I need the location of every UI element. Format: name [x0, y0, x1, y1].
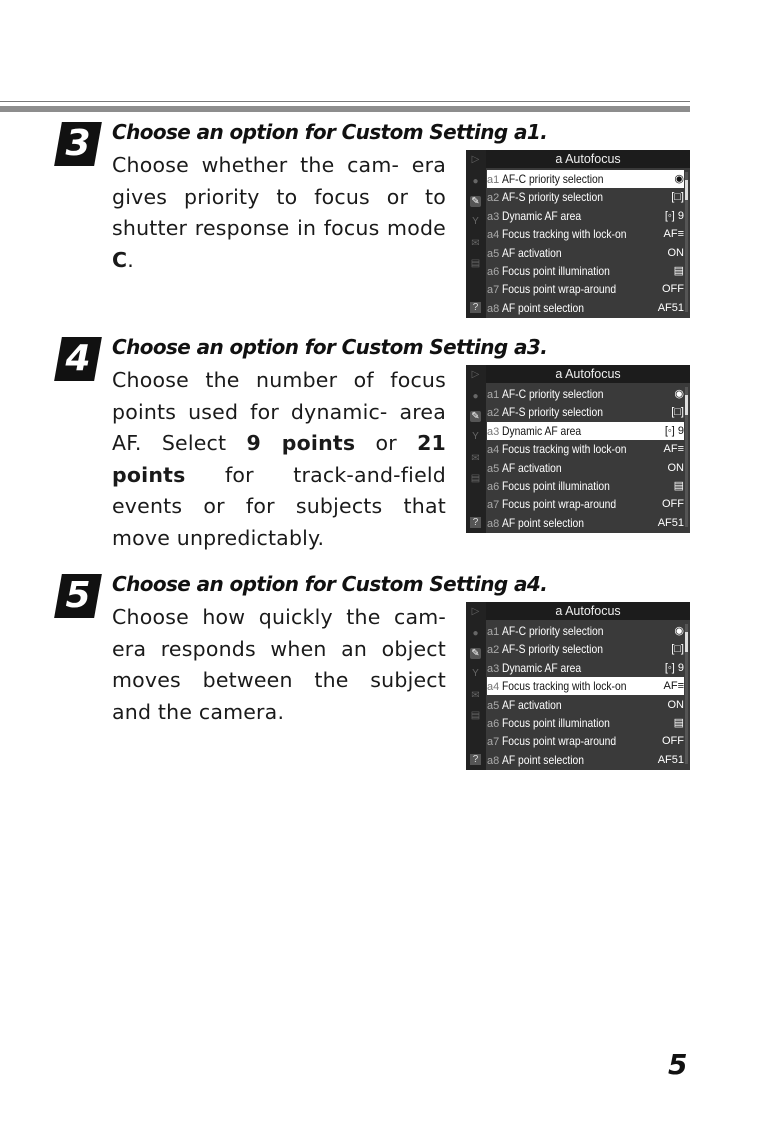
menu-item-a5	[487, 244, 684, 262]
menu-item-a1	[487, 385, 684, 403]
menu-item-label: Focus tracking with lock-on	[502, 679, 627, 694]
menu-tab-icons	[466, 602, 486, 770]
step-title: Choose an option for Custom Setting a1.	[112, 120, 548, 144]
menu-item-label: AF activation	[502, 460, 562, 475]
menu-item-code: a5	[487, 699, 500, 712]
menu-item-label: Dynamic AF area	[502, 423, 582, 438]
menu-item-code: a6	[487, 481, 500, 493]
custom-settings-icon: ✎	[471, 196, 480, 207]
menu-scroll-thumb	[685, 180, 688, 200]
menu-item-a2	[487, 188, 684, 206]
step-number: 4	[65, 338, 91, 379]
menu-item-label: Focus point illumination	[502, 716, 611, 730]
menu-item-value: ON	[667, 698, 684, 711]
step-number: 5	[65, 575, 91, 616]
menu-item-label: Focus tracking with lock-on	[502, 442, 627, 457]
menu-item-code: a3	[487, 662, 500, 675]
menu-item-value: AF≡	[663, 443, 684, 456]
menu-item-code: a7	[487, 499, 500, 512]
menu-item-value: OFF	[662, 283, 684, 296]
my-menu-icon: ▤	[470, 473, 481, 484]
menu-item-a8	[487, 299, 684, 317]
shooting-menu-icon: ●	[472, 628, 479, 639]
step-body: Choose the number of focus points used for dynamic- area AF. Select 9 points or 21 points for track-and-field events or for subjects that move unpredictably.	[112, 368, 446, 550]
step-number-badge	[54, 122, 102, 166]
menu-item-a2	[487, 640, 684, 658]
menu-item-value: [◦] 9	[664, 661, 684, 674]
help-icon: ?	[470, 302, 481, 313]
menu-item-label: Focus point wrap-around	[502, 282, 617, 297]
custom-settings-icon: ✎	[471, 648, 480, 659]
top-rule-thick	[0, 106, 690, 112]
menu-item-value: AF51	[657, 516, 684, 529]
setup-menu-icon: Y	[472, 431, 479, 442]
menu-item-code: a1	[487, 626, 500, 638]
setup-menu-icon: Y	[472, 668, 479, 679]
menu-item-label: Focus point wrap-around	[502, 497, 617, 512]
menu-item-a7	[487, 280, 684, 298]
menu-item-value: [◦] 9	[664, 424, 684, 437]
menu-item-value: OFF	[662, 735, 684, 748]
menu-item-a7	[487, 732, 684, 750]
menu-header: a Autofocus	[486, 602, 690, 620]
menu-item-label: AF-C priority selection	[502, 624, 604, 638]
menu-scroll-thumb	[685, 632, 688, 652]
menu-item-a4	[487, 677, 684, 695]
menu-item-value: [◦] 9	[664, 209, 684, 222]
menu-item-a8	[487, 514, 684, 532]
menu-item-label: Focus point illumination	[502, 264, 611, 278]
menu-item-label: AF activation	[502, 697, 562, 712]
step-body: Choose how quickly the cam- era responds when an object moves between the subject and the camera.	[112, 605, 446, 724]
menu-item-code: a1	[487, 174, 500, 186]
top-rule-thin	[0, 101, 690, 102]
menu-header: a Autofocus	[486, 365, 690, 383]
menu-item-label: Dynamic AF area	[502, 660, 582, 675]
menu-item-label: AF-C priority selection	[502, 172, 604, 186]
step-number-badge	[54, 574, 102, 618]
menu-scroll-thumb	[685, 395, 688, 415]
menu-item-value: ▤	[673, 480, 684, 492]
camera-menu-screenshot	[466, 365, 690, 533]
menu-item-code: a8	[487, 754, 500, 767]
step-3	[58, 120, 698, 320]
menu-item-value: [□]	[671, 191, 684, 204]
menu-item-a6	[487, 477, 684, 495]
menu-item-code: a7	[487, 736, 500, 749]
menu-item-value: ▤	[673, 717, 684, 729]
menu-item-a6	[487, 262, 684, 280]
menu-item-code: a3	[487, 210, 500, 223]
playback-menu-icon: ▷	[471, 369, 480, 380]
camera-menu-screenshot	[466, 602, 690, 770]
playback-menu-icon: ▷	[471, 606, 480, 617]
menu-item-value: [□]	[671, 406, 684, 419]
step-number-badge	[54, 337, 102, 381]
menu-item-value: ON	[667, 461, 684, 474]
retouch-menu-icon: ✉	[471, 238, 480, 249]
setup-menu-icon: Y	[472, 216, 479, 227]
shooting-menu-icon: ●	[472, 391, 479, 402]
menu-item-a8	[487, 751, 684, 769]
menu-scrollbar	[685, 172, 688, 312]
menu-item-code: a3	[487, 425, 500, 438]
menu-item-label: AF point selection	[502, 300, 585, 315]
playback-menu-icon: ▷	[471, 154, 480, 165]
menu-item-code: a6	[487, 718, 500, 730]
help-icon: ?	[470, 517, 481, 528]
menu-item-label: AF-C priority selection	[502, 387, 604, 401]
menu-item-code: a4	[487, 681, 500, 694]
menu-item-code: a4	[487, 229, 500, 242]
menu-item-a6	[487, 714, 684, 732]
menu-item-label: AF point selection	[502, 752, 585, 767]
menu-header: a Autofocus	[486, 150, 690, 168]
help-icon: ?	[470, 754, 481, 765]
menu-scrollbar	[685, 624, 688, 764]
menu-item-value: AF≡	[663, 680, 684, 693]
menu-item-code: a2	[487, 192, 500, 205]
step-4	[58, 335, 698, 550]
menu-item-code: a8	[487, 302, 500, 315]
menu-tab-icons	[466, 365, 486, 533]
menu-item-label: Focus point illumination	[502, 479, 611, 493]
step-body: Choose whether the cam- era gives priority to focus or to shutter response in focus mode C.	[112, 153, 446, 272]
menu-item-value: ▤	[673, 265, 684, 277]
menu-scrollbar	[685, 387, 688, 527]
menu-item-label: AF-S priority selection	[502, 642, 604, 657]
menu-tab-icons	[466, 150, 486, 318]
menu-item-value: AF51	[657, 753, 684, 766]
menu-item-a4	[487, 440, 684, 458]
step-title: Choose an option for Custom Setting a3.	[112, 335, 548, 359]
menu-item-label: AF-S priority selection	[502, 405, 604, 420]
page-number: 5	[668, 1048, 688, 1081]
menu-item-label: AF activation	[502, 245, 562, 260]
menu-item-a5	[487, 459, 684, 477]
menu-item-code: a2	[487, 407, 500, 420]
menu-item-label: AF-S priority selection	[502, 190, 604, 205]
menu-item-code: a6	[487, 266, 500, 278]
menu-item-code: a4	[487, 444, 500, 457]
menu-item-a5	[487, 696, 684, 714]
menu-item-value: AF51	[657, 301, 684, 314]
menu-item-code: a1	[487, 389, 500, 401]
menu-item-code: a2	[487, 644, 500, 657]
menu-item-a1	[487, 170, 684, 188]
menu-item-value: AF≡	[663, 228, 684, 241]
retouch-menu-icon: ✉	[471, 453, 480, 464]
menu-item-code: a5	[487, 462, 500, 475]
step-title: Choose an option for Custom Setting a4.	[112, 572, 548, 596]
camera-menu-screenshot	[466, 150, 690, 318]
menu-item-value: [□]	[671, 643, 684, 656]
menu-item-a7	[487, 495, 684, 513]
menu-item-a3	[487, 422, 684, 440]
menu-item-a3	[487, 659, 684, 677]
step-5	[58, 572, 698, 772]
menu-item-label: Focus point wrap-around	[502, 734, 617, 749]
menu-item-label: Focus tracking with lock-on	[502, 227, 627, 242]
menu-item-label: Dynamic AF area	[502, 208, 582, 223]
menu-item-code: a8	[487, 517, 500, 530]
menu-item-a3	[487, 207, 684, 225]
menu-item-value: ◉	[674, 625, 684, 637]
step-number: 3	[65, 123, 91, 164]
menu-item-code: a7	[487, 284, 500, 297]
shooting-menu-icon: ●	[472, 176, 479, 187]
my-menu-icon: ▤	[470, 710, 481, 721]
menu-item-a1	[487, 622, 684, 640]
menu-item-label: AF point selection	[502, 515, 585, 530]
menu-item-value: OFF	[662, 498, 684, 511]
my-menu-icon: ▤	[470, 258, 481, 269]
menu-item-code: a5	[487, 247, 500, 260]
menu-item-value: ON	[667, 246, 684, 259]
retouch-menu-icon: ✉	[471, 690, 480, 701]
menu-item-value: ◉	[674, 173, 684, 185]
custom-settings-icon: ✎	[471, 411, 480, 422]
menu-item-value: ◉	[674, 388, 684, 400]
menu-item-a4	[487, 225, 684, 243]
menu-item-a2	[487, 403, 684, 421]
